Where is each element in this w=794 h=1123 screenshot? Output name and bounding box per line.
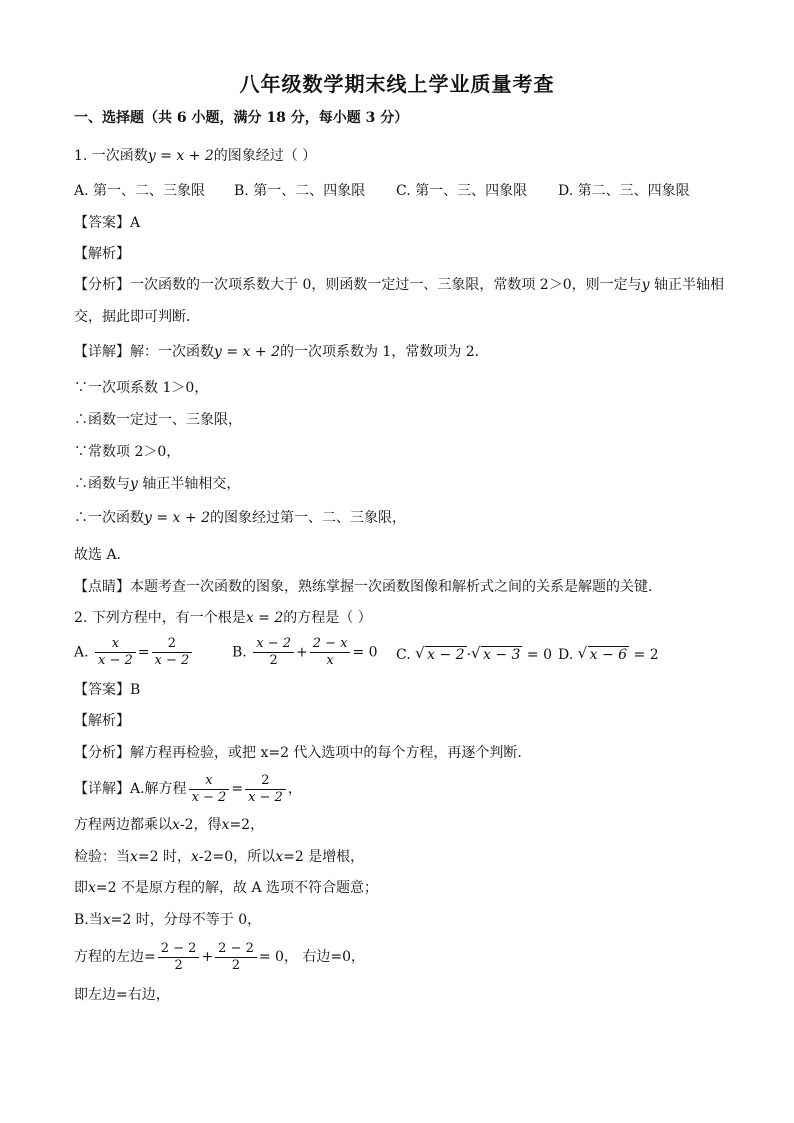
denominator: 2 <box>174 957 183 973</box>
q1-fenxi-text: 【分析】一次函数的一次项系数大于 0，则函数一定过一、三象限，常数项 2＞0，则一定与 <box>74 277 642 293</box>
radicand: x − 6 <box>589 647 628 663</box>
var: x <box>221 817 230 833</box>
section-heading: 一、选择题（共 6 小题，满分 18 分，每小题 3 分） <box>74 110 409 126</box>
q1-fenxi-var: y <box>641 277 650 293</box>
text: 方程两边都乘以 <box>74 817 172 833</box>
q2-stem-eq: x = 2 <box>245 610 284 626</box>
numerator: 2 − x <box>310 636 351 653</box>
numerator: x <box>95 636 136 653</box>
q2-stem-suffix: 的方程是（ ） <box>283 610 372 626</box>
q2-option-a <box>74 636 194 669</box>
denominator: x − 2 <box>98 653 133 668</box>
var: x <box>191 849 199 865</box>
fraction <box>95 636 136 669</box>
fraction <box>310 636 351 669</box>
q1-step-4-prefix: ∴函数与 <box>74 476 130 492</box>
q2-step-2 <box>74 847 364 867</box>
text: 方程的左边= <box>74 949 156 965</box>
equals-two: = 2 <box>633 647 659 663</box>
denominator: 2 <box>269 653 278 668</box>
q1-step-5-eq: y = x + 2 <box>144 510 210 526</box>
q2-option-b-label: B. <box>232 644 247 661</box>
q1-fenxi-cont: 交，据此即可判断． <box>74 309 200 325</box>
numerator: x <box>189 773 230 790</box>
q1-step-4 <box>74 474 240 494</box>
var: x <box>275 849 284 865</box>
numerator: x − 2 <box>253 636 294 653</box>
q1-option-b: B. 第一、二、四象限 <box>234 183 366 199</box>
var: x <box>172 817 180 833</box>
comma: ， <box>287 781 302 797</box>
q2-step-3 <box>74 878 378 898</box>
text: 即 <box>74 880 88 896</box>
text: =2 时，分母不等于 0， <box>110 912 262 928</box>
q2-option-d-label: D. <box>558 647 574 663</box>
q2-step-6: 即左边=右边， <box>74 987 170 1003</box>
text: =2， <box>229 817 265 833</box>
equals-sign: = <box>231 781 244 797</box>
text: 检验：当 <box>74 849 130 865</box>
denominator: x <box>326 653 334 668</box>
denominator: x − 2 <box>248 789 283 805</box>
fraction <box>253 636 294 669</box>
sqrt-icon: √ <box>471 644 481 662</box>
q1-analysis-label: 【解析】 <box>74 246 130 262</box>
plus-sign: + <box>201 949 214 965</box>
q2-stem <box>74 608 372 628</box>
text: -2，得 <box>179 817 222 833</box>
q1-option-d: D. 第二、三、四象限 <box>558 183 690 199</box>
q1-step-2: ∴函数一定过一、三象限， <box>74 412 242 428</box>
equals-zero: = 0 <box>258 949 284 965</box>
q1-step-3: ∵常数项 2＞0， <box>74 444 181 460</box>
q2-step-5 <box>74 938 365 976</box>
sqrt <box>415 645 466 665</box>
q1-step-6: 故选 A． <box>74 547 131 563</box>
numerator: 2 <box>245 773 286 790</box>
q1-step-4-var: y <box>130 476 138 492</box>
equals-zero: = 0 <box>352 644 378 661</box>
text: =2 不是原方程的解，故 A 选项不符合题意； <box>95 880 379 896</box>
q1-stem <box>74 146 316 166</box>
text: B.当 <box>74 912 103 928</box>
dot-operator: · <box>466 647 472 663</box>
q1-step-5-suffix: 的图象经过第一、二、三象限， <box>209 510 406 526</box>
sqrt <box>471 645 522 665</box>
sqrt-icon: √ <box>577 644 588 662</box>
q1-step-1: ∵一次项系数 1＞0， <box>74 380 209 396</box>
q2-option-c-label: C. <box>396 647 411 663</box>
numerator: 2 <box>152 636 193 653</box>
q1-xiangjie <box>74 342 489 362</box>
fraction <box>245 773 286 806</box>
text: ， 右边=0， <box>283 949 366 965</box>
equals-zero: = 0 <box>526 647 552 663</box>
q1-option-c: C. 第一、三、四象限 <box>396 183 528 199</box>
q2-analysis-label: 【解析】 <box>74 713 130 729</box>
var: x <box>130 849 138 865</box>
q1-fenxi-text2: 轴正半轴相 <box>649 277 724 293</box>
radicand: x − 3 <box>483 647 521 663</box>
denominator: x − 2 <box>154 653 190 668</box>
q1-step-5 <box>74 508 406 528</box>
sqrt <box>578 645 629 665</box>
radicand: x − 2 <box>427 647 465 663</box>
text: -2=0，所以 <box>198 849 276 865</box>
numerator: 2 − 2 <box>158 941 200 958</box>
q2-step-1 <box>74 815 264 835</box>
q2-step-4 <box>74 910 261 930</box>
q1-xiangjie-suffix: 的一次项系数为 1，常数项为 2． <box>279 344 489 360</box>
q1-stem-prefix: 1. 一次函数 <box>74 148 148 164</box>
denominator: x − 2 <box>191 789 227 805</box>
fraction <box>189 773 230 806</box>
q1-option-a: A. 第一、二、三象限 <box>74 183 206 199</box>
q2-option-c <box>396 645 552 665</box>
text: =2 是增根， <box>283 849 365 865</box>
q2-option-d <box>558 645 659 665</box>
q2-xiangjie-prefix: 【详解】A.解方程 <box>74 781 187 797</box>
q1-step-5-prefix: ∴一次函数 <box>74 510 144 526</box>
q2-options <box>74 636 734 676</box>
var: x <box>88 880 96 896</box>
text: =2 时， <box>137 849 191 865</box>
q1-dianjing: 【点睛】本题考查一次函数的图象，熟练掌握一次函数图像和解析式之间的关系是解题的关键． <box>74 579 662 595</box>
fraction <box>158 941 200 974</box>
q2-option-b <box>232 636 378 669</box>
q1-step-4-suffix: 轴正半轴相交， <box>137 476 241 492</box>
fraction <box>215 941 257 974</box>
q1-fenxi <box>74 275 724 295</box>
equals-sign: = <box>137 644 150 661</box>
q1-answer: 【答案】A <box>74 215 141 231</box>
q2-fenxi: 【分析】解方程再检验，或把 x=2 代入选项中的每个方程，再逐个判断． <box>74 745 532 761</box>
q2-answer: 【答案】B <box>74 682 141 698</box>
var: x <box>102 912 111 928</box>
q2-xiangjie <box>74 770 302 808</box>
q1-stem-suffix: 的图象经过（ ） <box>213 148 317 164</box>
numerator: 2 − 2 <box>215 941 257 958</box>
fraction <box>152 636 193 669</box>
plus-sign: + <box>295 644 308 661</box>
q1-stem-equation: y = x + 2 <box>147 148 214 164</box>
page-title: 八年级数学期末线上学业质量考查 <box>239 72 555 96</box>
sqrt-icon: √ <box>415 644 425 662</box>
q1-xiangjie-prefix: 【详解】解：一次函数 <box>74 344 214 360</box>
q2-option-a-label: A. <box>74 644 89 661</box>
denominator: 2 <box>231 957 241 973</box>
q1-xiangjie-eq: y = x + 2 <box>214 344 280 360</box>
q2-stem-prefix: 2. 下列方程中，有一个根是 <box>74 610 246 626</box>
